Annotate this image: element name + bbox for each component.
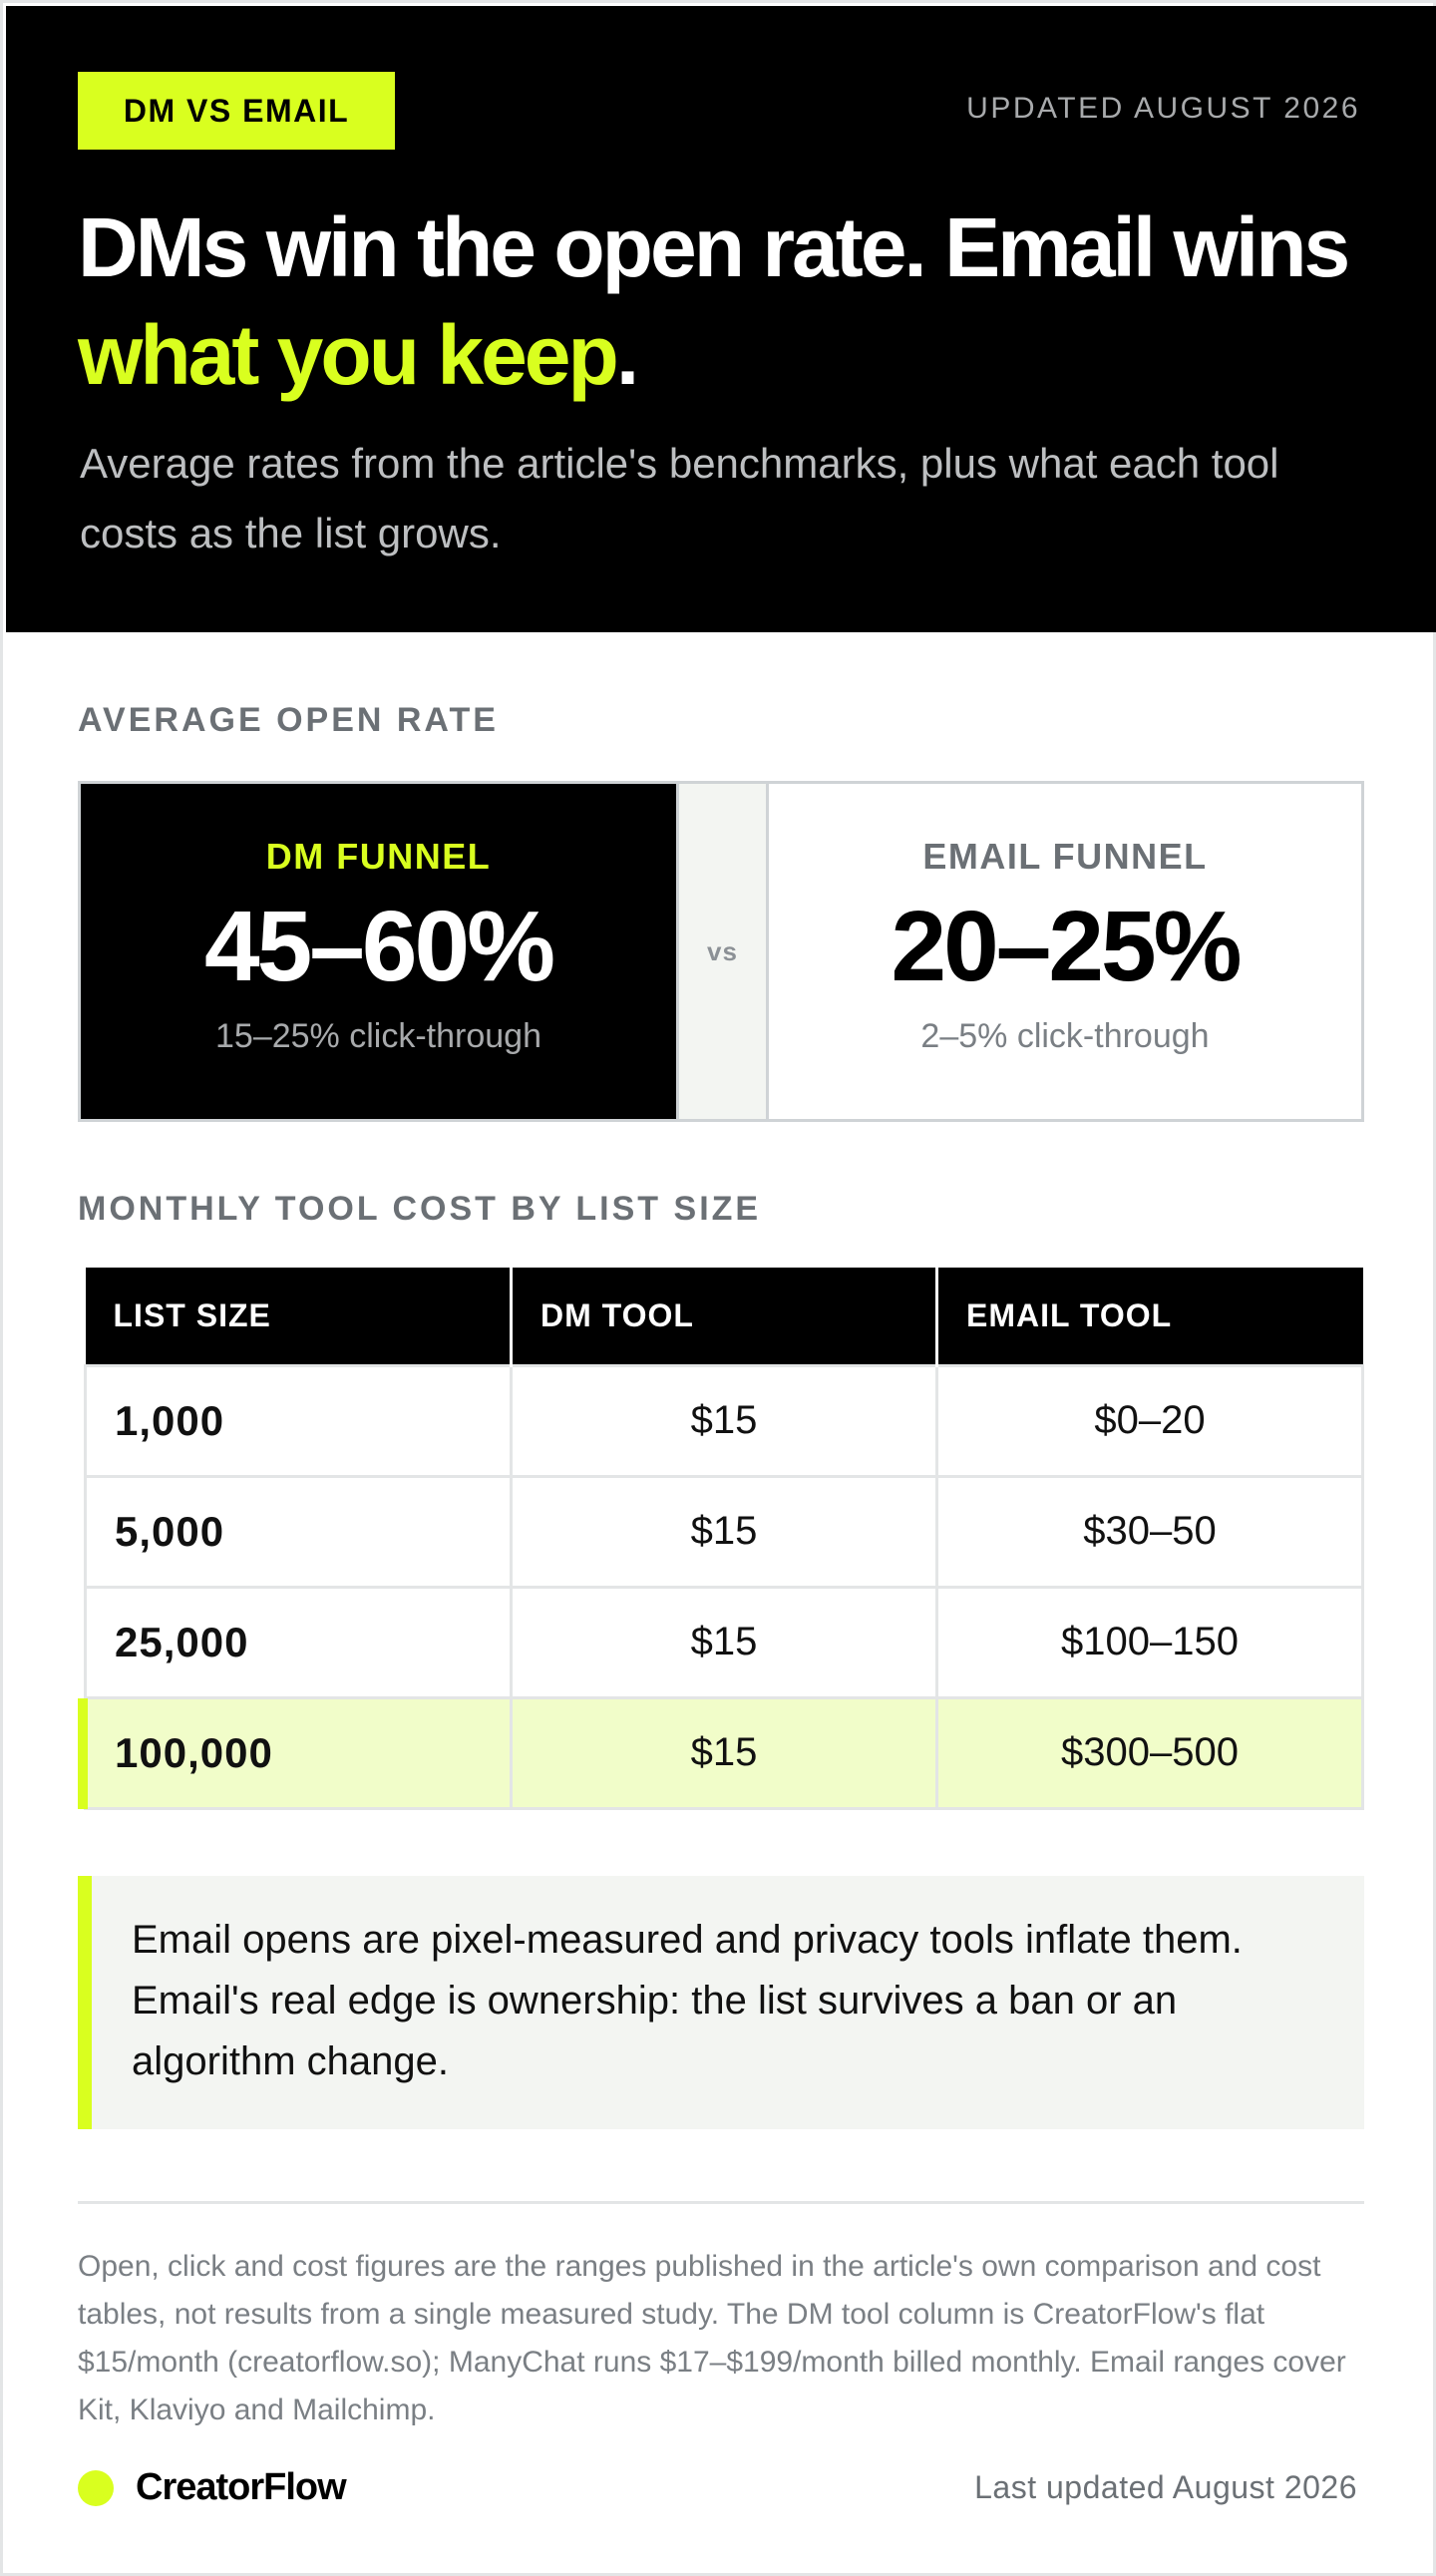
subhead: Average rates from the article's benchmarks, plus what each tool costs as the list grows.	[80, 440, 1279, 556]
cost-table-header-row	[86, 1268, 1363, 1365]
email-funnel-title: EMAIL FUNNEL	[922, 836, 1208, 877]
cost-section-label: MONTHLY TOOL COST BY LIST SIZE	[78, 1190, 762, 1228]
headline	[78, 193, 1374, 409]
list-size-cell: 25,000	[86, 1587, 512, 1697]
brand-logo	[78, 2466, 346, 2509]
headline-part1: DMs win the open rate. Email wins	[78, 200, 1348, 294]
dm-click-through-note: 15–25% click-through	[215, 1017, 541, 1055]
dm-cost-cell: $15	[512, 1476, 937, 1587]
list-size-cell: 1,000	[86, 1365, 512, 1476]
email-cost-cell: $100–150	[937, 1587, 1363, 1697]
email-cost-cell: $0–20	[937, 1365, 1363, 1476]
header-list-size: LIST SIZE	[86, 1268, 512, 1365]
table-row	[86, 1476, 1363, 1587]
list-size-cell: 100,000	[86, 1697, 512, 1808]
hero-section	[6, 6, 1436, 632]
open-rate-section-label: AVERAGE OPEN RATE	[78, 701, 499, 739]
table-row	[86, 1587, 1363, 1697]
dm-funnel-card	[81, 784, 676, 1119]
headline-end: .	[615, 308, 637, 402]
source-footnote: Open, click and cost figures are the ranges published in the article's own comparison and cost tables, not results from a single measured study. The DM tool column is CreatorFlow's flat $15/month (creatorflow.so); ManyChat runs $17–$199/month billed monthly. Email ranges cover Kit, Klaviyo and Mailchimp.	[78, 2250, 1346, 2426]
header-email-tool: EMAIL TOOL	[937, 1268, 1363, 1365]
vs-divider: vs	[676, 784, 769, 1119]
table-row	[86, 1365, 1363, 1476]
email-open-rate-value: 20–25%	[891, 891, 1240, 1002]
table-row-highlighted	[86, 1697, 1363, 1808]
dm-cost-cell: $15	[512, 1697, 937, 1808]
dm-cost-cell: $15	[512, 1365, 937, 1476]
dm-funnel-title: DM FUNNEL	[265, 836, 492, 877]
callout-text: Email opens are pixel-measured and privacy tools inflate them. Email's real edge is ownership: the list survives a ban or an algorithm change.	[132, 1918, 1243, 2083]
dm-cost-cell: $15	[512, 1587, 937, 1697]
email-cost-cell: $300–500	[937, 1697, 1363, 1808]
highlight-row-accent-bar	[78, 1698, 88, 1809]
headline-accent: what you keep	[78, 308, 616, 402]
email-click-through-note: 2–5% click-through	[920, 1017, 1210, 1055]
footer-divider	[78, 2201, 1364, 2204]
open-rate-comparison	[78, 781, 1364, 1122]
email-funnel-card	[769, 784, 1361, 1119]
brand-dot-icon	[78, 2470, 114, 2506]
cost-table	[84, 1268, 1364, 1810]
dm-open-rate-value: 45–60%	[204, 891, 552, 1002]
email-cost-cell: $30–50	[937, 1476, 1363, 1587]
updated-date-top: UPDATED AUGUST 2026	[966, 92, 1360, 125]
list-size-cell: 5,000	[86, 1476, 512, 1587]
topic-tag: DM VS EMAIL	[78, 72, 395, 150]
updated-date-bottom: Last updated August 2026	[974, 2469, 1357, 2505]
brand-name: CreatorFlow	[136, 2466, 346, 2508]
header-dm-tool: DM TOOL	[512, 1268, 937, 1365]
callout-box	[78, 1876, 1364, 2129]
